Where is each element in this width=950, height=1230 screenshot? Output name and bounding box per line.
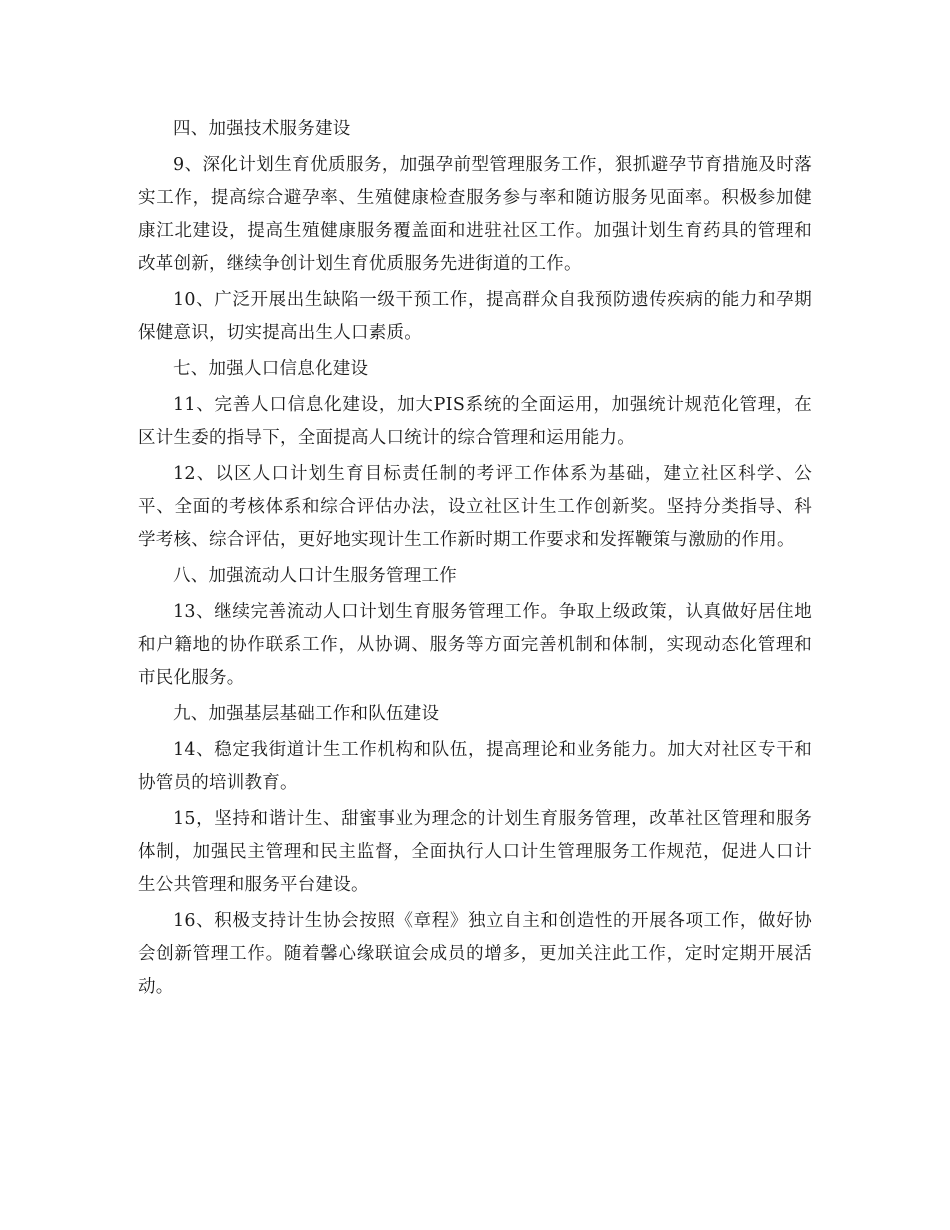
paragraph-item-11: 11、完善人口信息化建设，加大PIS系统的全面运用，加强统计规范化管理，在区计生委的指导下，全面提高人口统计的综合管理和运用能力。: [138, 395, 812, 448]
paragraph-item-14: 14、稳定我街道计生工作机构和队伍，提高理论和业务能力。加大对社区专干和协管员的培训教育。: [138, 740, 812, 793]
paragraph-item-9: 9、深化计划生育优质服务，加强孕前型管理服务工作，狠抓避孕节育措施及时落实工作，提高综合避孕率、生殖健康检查服务参与率和随访服务见面率。积极参加健康江北建设，提高生殖健康服务覆盖面和进驻社区工作。加强计划生育药具的管理和改革创新，继续争创计划生育优质服务先进街道的工作。: [138, 155, 812, 274]
paragraph-item-10: 10、广泛开展出生缺陷一级干预工作，提高群众自我预防遗传疾病的能力和孕期保健意识，切实提高出生人口素质。: [138, 290, 812, 343]
section-heading-tech-service: 四、加强技术服务建设: [173, 119, 351, 139]
section-heading-floating-population: 八、加强流动人口计生服务管理工作: [173, 566, 457, 586]
paragraph-item-12: 12、以区人口计划生育目标责任制的考评工作体系为基础，建立社区科学、公平、全面的考核体系和综合评估办法，设立社区计生工作创新奖。坚持分类指导、科学考核、综合评估，更好地实现计生工作新时期工作要求和发挥鞭策与激励的作用。: [138, 464, 812, 550]
section-heading-info-system: 七、加强人口信息化建设: [173, 359, 369, 379]
document-page: [138, 113, 812, 1007]
paragraph-item-15: 15，坚持和谐计生、甜蜜事业为理念的计划生育服务管理，改革社区管理和服务体制，加强民主管理和民主监督，全面执行人口计生管理服务工作规范，促进人口计生公共管理和服务平台建设。: [138, 809, 812, 895]
paragraph-item-16: 16、积极支持计生协会按照《章程》独立自主和创造性的开展各项工作，做好协会创新管理工作。随着馨心缘联谊会成员的增多，更加关注此工作，定时定期开展活动。: [138, 911, 812, 997]
section-heading-grassroots-team: 九、加强基层基础工作和队伍建设: [173, 704, 440, 724]
paragraph-item-13: 13、继续完善流动人口计划生育服务管理工作。争取上级政策，认真做好居住地和户籍地的协作联系工作，从协调、服务等方面完善机制和体制，实现动态化管理和市民化服务。: [138, 602, 812, 688]
